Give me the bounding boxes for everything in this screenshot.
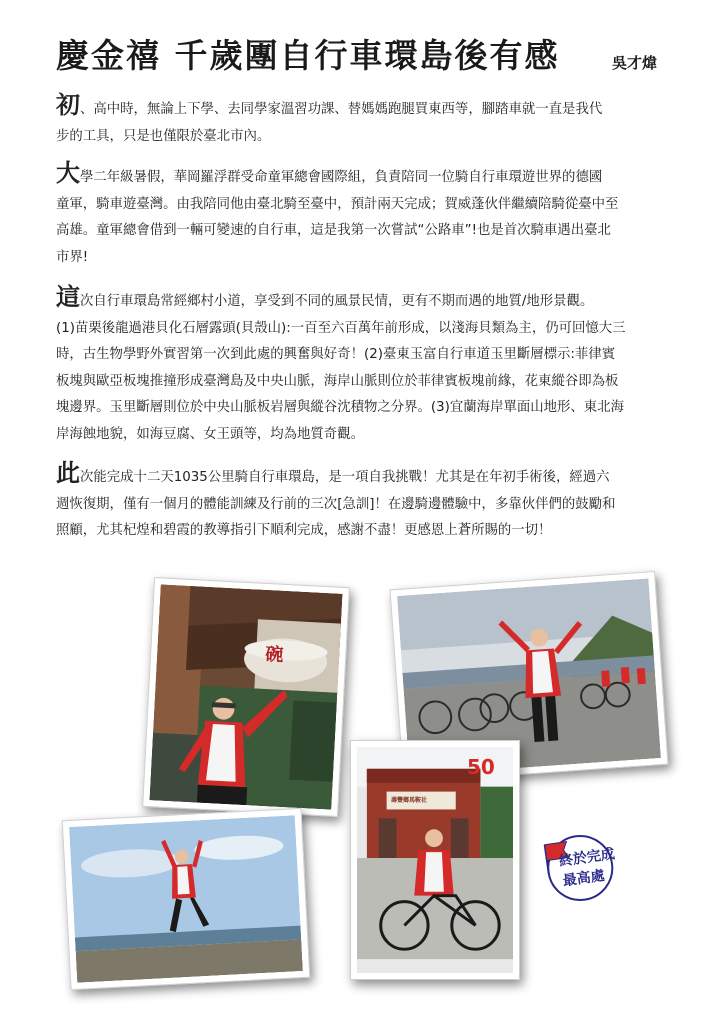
page-title: 慶金禧 千歲團自行車環島後有感 xyxy=(56,36,560,75)
bowl-sign-character: 碗 xyxy=(264,643,284,666)
stamp-text-line-2: 最高處 xyxy=(561,867,606,890)
achievement-stamp xyxy=(539,825,620,906)
station-sign-text: 壽豐鄉馬鞍社 xyxy=(391,797,428,804)
photo-station-bike xyxy=(350,740,520,980)
paragraph-3-line-4: 板塊與歐亞板塊推撞形成臺灣島及中央山脈，海岸山脈則位於菲律賓板塊前緣，花東縱谷即為板 xyxy=(56,373,619,389)
paragraph-3 xyxy=(56,284,678,448)
paragraph-4-line-3: 照顧，尤其杞煌和碧霞的教導指引下順利完成，感謝不盡！更感恩上蒼所賜的一切！ xyxy=(56,523,552,538)
paragraph-3-line-2: (1)苗栗後龍過港貝化石層露頭(貝殼山):一百至六百萬年前形成，以淺海貝類為主，仍可回憶大三 xyxy=(56,320,626,336)
photo-station-bike-image xyxy=(357,747,513,973)
paragraph-1-line-2: 步的工具，只是也僅限於臺北市內。 xyxy=(56,128,271,144)
paragraph-2-line-2: 童軍，騎車遊臺灣。由我陪同他由臺北騎至臺中，預計兩天完成；賀威蓬伙伴繼續陪騎從臺中至 xyxy=(56,196,619,212)
paragraph-1-dropword: 初 xyxy=(56,91,80,119)
photo-jumping-beach xyxy=(62,808,311,990)
paragraph-3-line-1: 次自行車環島常經鄉村小道，享受到不同的風景民情，更有不期而遇的地質/地形景觀。 xyxy=(80,294,594,309)
anniversary-badge-number: 50 xyxy=(467,755,495,779)
paragraph-4-line-2: 週恢復期，僅有一個月的體能訓練及行前的三次[急訓]！在邊騎邊體驗中，多靠伙伴們的鼓勵和 xyxy=(56,496,616,512)
author-name: 吳才煒 xyxy=(612,54,658,72)
paragraph-3-line-3: 時，古生物學野外實習第一次到此處的興奮與好奇！(2)臺東玉富自行車道玉里斷層標示:菲律賓 xyxy=(56,347,616,362)
paragraph-2-line-4: 市界! xyxy=(56,249,89,265)
paragraph-3-dropword: 這 xyxy=(56,283,80,311)
paragraph-3-line-5: 塊邊界。玉里斷層則位於中央山脈板岩層與縱谷沈積物之分界。(3)宜蘭海岸單面山地形、東北海 xyxy=(56,400,624,415)
paragraph-4-dropword: 此 xyxy=(56,459,80,487)
paragraph-2 xyxy=(56,160,678,271)
paragraph-2-dropword: 大 xyxy=(56,159,80,187)
paragraph-2-line-3: 高雄。童軍總會借到一輛可變速的自行車，這是我第一次嘗試“公路車”!也是首次騎車遇出臺北 xyxy=(56,223,611,238)
paragraph-4 xyxy=(56,460,678,545)
paragraph-1-line-1: 、高中時，無論上下學、去同學家溫習功課、替媽媽跑腿買東西等，腳踏車就一直是我代 xyxy=(80,102,603,117)
photo-bowl-shop xyxy=(142,577,350,817)
photo-bowl-shop-image xyxy=(149,584,342,809)
paragraph-2-line-1: 學二年級暑假，華岡羅浮群受命童軍總會國際組，負責陪同一位騎自行車環遊世界的德國 xyxy=(80,170,603,185)
stamp-text-line-1: 終於完成 xyxy=(558,846,616,870)
photo-jumping-beach-image xyxy=(69,815,303,983)
paragraph-1 xyxy=(56,92,678,150)
paragraph-3-line-6: 岸海蝕地貌，如海豆腐、女王頭等，均為地質奇觀。 xyxy=(56,426,364,442)
paragraph-4-line-1: 次能完成十二天1035公里騎自行車環島，是一項自我挑戰！尤其是在年初手術後，經過六 xyxy=(80,470,610,485)
